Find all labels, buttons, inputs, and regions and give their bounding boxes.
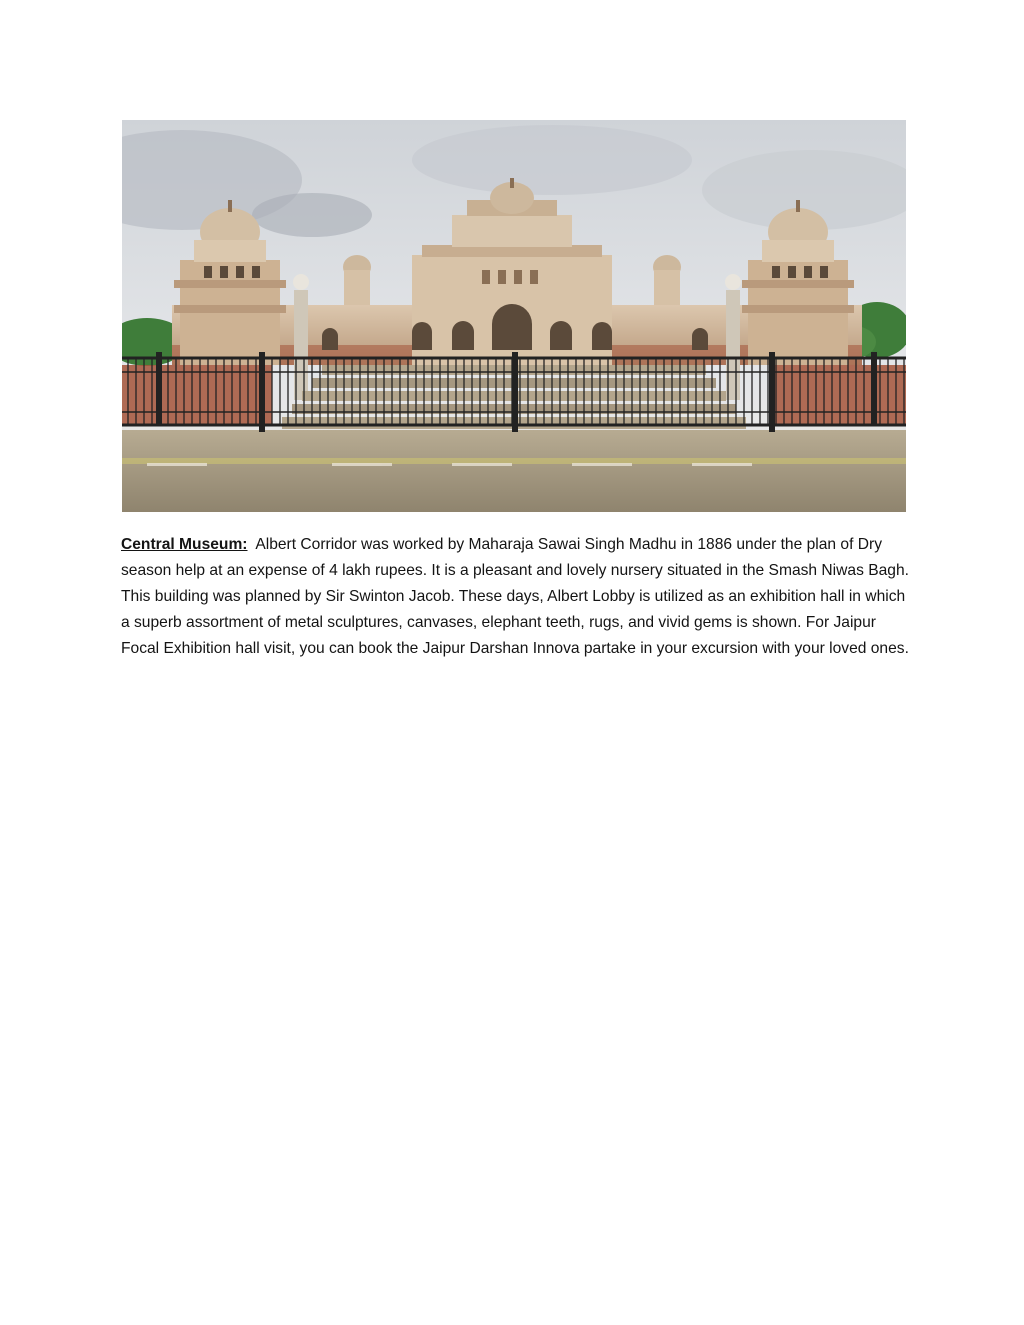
ground: [122, 430, 906, 512]
albert-hall-museum-photo: [122, 120, 906, 512]
section-heading: Central Museum:: [121, 536, 248, 553]
article-paragraph: [121, 532, 911, 662]
article-body: Albert Corridor was worked by Maharaja Sawai Singh Madhu in 1886 under the plan of Dry season help at an expense of 4 lakh rupees. It is a pleasant and lovely nursery situated in the Smash Niwas Bagh. This building was planned by Sir Swinton Jacob. These days, Albert Lobby is utilized as an exhibition hall in which a superb assortment of metal sculptures, canvases, elephant teeth, rugs, and vivid gems is shown. For Jaipur Focal Exhibition hall visit, you can book the Jaipur Darshan Innova partake in your excursion with your loved ones.: [121, 536, 909, 657]
